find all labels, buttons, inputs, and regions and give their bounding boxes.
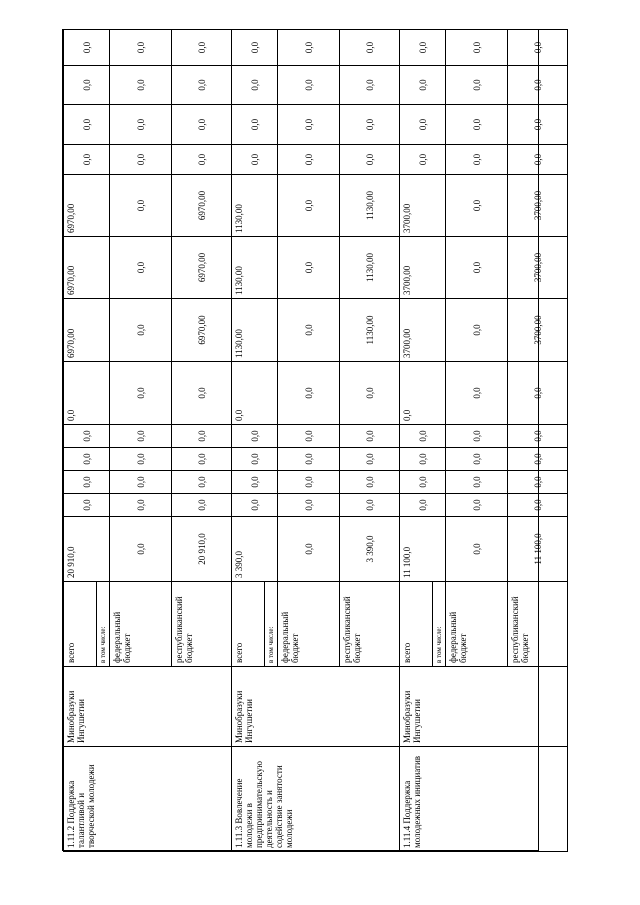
executor-cell: Минобразуки Ингушетии bbox=[400, 667, 568, 747]
year-value: 0,0 bbox=[340, 105, 400, 145]
year-value: 0,0 bbox=[508, 471, 568, 494]
cost-value: 3700,00 bbox=[400, 175, 446, 237]
year-value: 0,0 bbox=[278, 30, 340, 66]
year-value: 0,0 bbox=[64, 425, 110, 448]
year-value: 0,0 bbox=[172, 448, 232, 471]
year-value: 0,0 bbox=[446, 425, 508, 448]
year-value: 0,0 bbox=[110, 448, 172, 471]
cost-value: 0,0 bbox=[110, 362, 172, 425]
total-amount: 11 100,0 bbox=[400, 517, 446, 582]
year-value: 0,0 bbox=[508, 105, 568, 145]
year-value: 0,0 bbox=[232, 145, 278, 175]
table-row bbox=[400, 30, 433, 852]
year-value: 0,0 bbox=[232, 494, 278, 517]
cost-value: 3700,00 bbox=[508, 299, 568, 362]
year-value: 0,0 bbox=[400, 448, 446, 471]
cost-value: 3700,00 bbox=[400, 237, 446, 299]
funding-source-label: всего bbox=[232, 582, 265, 667]
funding-source-label: федеральный бюджет bbox=[446, 582, 508, 667]
year-value: 0,0 bbox=[278, 145, 340, 175]
cost-value: 0,0 bbox=[446, 362, 508, 425]
cost-value: 6970,00 bbox=[64, 175, 110, 237]
year-value: 0,0 bbox=[340, 494, 400, 517]
year-value: 0,0 bbox=[64, 471, 110, 494]
year-value: 0,0 bbox=[340, 30, 400, 66]
year-value: 0,0 bbox=[508, 425, 568, 448]
cost-value: 0,0 bbox=[508, 362, 568, 425]
funding-source-label: всего bbox=[64, 582, 97, 667]
year-value: 0,0 bbox=[110, 145, 172, 175]
year-value: 0,0 bbox=[278, 105, 340, 145]
cost-value: 0,0 bbox=[446, 237, 508, 299]
year-value: 0,0 bbox=[232, 105, 278, 145]
cost-value: 1130,00 bbox=[232, 299, 278, 362]
year-value: 0,0 bbox=[278, 66, 340, 105]
cost-value: 3700,00 bbox=[508, 175, 568, 237]
total-amount: 20 910,0 bbox=[172, 517, 232, 582]
year-value: 0,0 bbox=[400, 425, 446, 448]
year-value: 0,0 bbox=[400, 30, 446, 66]
cost-value: 3700,00 bbox=[508, 237, 568, 299]
year-value: 0,0 bbox=[232, 471, 278, 494]
year-value: 0,0 bbox=[232, 66, 278, 105]
total-amount: 3 390,0 bbox=[340, 517, 400, 582]
funding-source-label: федеральный бюджет bbox=[110, 582, 172, 667]
year-value: 0,0 bbox=[340, 66, 400, 105]
cost-value: 0,0 bbox=[278, 175, 340, 237]
funding-source-label: республиканский бюджет bbox=[340, 582, 400, 667]
total-amount: 11 100,0 bbox=[508, 517, 568, 582]
year-value: 0,0 bbox=[508, 30, 568, 66]
total-amount: 0,0 bbox=[110, 517, 172, 582]
year-value: 0,0 bbox=[278, 471, 340, 494]
cost-value: 1130,00 bbox=[232, 237, 278, 299]
year-value: 0,0 bbox=[232, 425, 278, 448]
funding-source-label: в том числе: bbox=[97, 582, 110, 667]
cost-value: 6970,00 bbox=[64, 237, 110, 299]
cost-value: 0,0 bbox=[110, 175, 172, 237]
year-value: 0,0 bbox=[172, 66, 232, 105]
year-value: 0,0 bbox=[64, 448, 110, 471]
cost-value: 1130,00 bbox=[340, 299, 400, 362]
rotated-document-page bbox=[62, 29, 543, 851]
year-value: 0,0 bbox=[508, 145, 568, 175]
cost-value: 0,0 bbox=[278, 237, 340, 299]
total-amount: 3 390,0 bbox=[232, 517, 278, 582]
year-value: 0,0 bbox=[172, 494, 232, 517]
year-value: 0,0 bbox=[340, 425, 400, 448]
measure-code-name: 1.11.2 Поддержка талантливой и творческой молодежи bbox=[64, 747, 232, 852]
cost-value: 0,0 bbox=[400, 362, 446, 425]
year-value: 0,0 bbox=[400, 471, 446, 494]
year-value: 0,0 bbox=[278, 425, 340, 448]
financing-table bbox=[63, 29, 568, 852]
year-value: 0,0 bbox=[110, 30, 172, 66]
measure-code-name: 1.11.3 Вовлечение молодежи в предпринимательскую деятельность и содействие занятости молодежи bbox=[232, 747, 400, 852]
year-value: 0,0 bbox=[340, 145, 400, 175]
cost-value: 6970,00 bbox=[172, 237, 232, 299]
year-value: 0,0 bbox=[110, 494, 172, 517]
year-value: 0,0 bbox=[508, 66, 568, 105]
total-amount: 0,0 bbox=[446, 517, 508, 582]
executor-cell: Минобразуки Ингушетии bbox=[232, 667, 400, 747]
year-value: 0,0 bbox=[232, 30, 278, 66]
cost-value: 0,0 bbox=[110, 237, 172, 299]
measure-code-name: 1.11.4 Поддержка молодежных инициатив bbox=[400, 747, 568, 852]
cost-value: 0,0 bbox=[232, 362, 278, 425]
cost-value: 0,0 bbox=[340, 362, 400, 425]
cost-value: 1130,00 bbox=[340, 175, 400, 237]
cost-value: 0,0 bbox=[446, 299, 508, 362]
year-value: 0,0 bbox=[110, 66, 172, 105]
year-value: 0,0 bbox=[508, 448, 568, 471]
year-value: 0,0 bbox=[400, 145, 446, 175]
table-row bbox=[64, 30, 97, 852]
year-value: 0,0 bbox=[446, 448, 508, 471]
year-value: 0,0 bbox=[446, 494, 508, 517]
funding-source-label: всего bbox=[400, 582, 433, 667]
year-value: 0,0 bbox=[64, 66, 110, 105]
year-value: 0,0 bbox=[278, 494, 340, 517]
year-value: 0,0 bbox=[446, 66, 508, 105]
year-value: 0,0 bbox=[172, 30, 232, 66]
year-value: 0,0 bbox=[172, 425, 232, 448]
year-value: 0,0 bbox=[110, 425, 172, 448]
year-value: 0,0 bbox=[232, 448, 278, 471]
cost-value: 0,0 bbox=[446, 175, 508, 237]
funding-source-label: в том числе: bbox=[265, 582, 278, 667]
cost-value: 6970,00 bbox=[64, 299, 110, 362]
cost-value: 1130,00 bbox=[232, 175, 278, 237]
year-value: 0,0 bbox=[446, 105, 508, 145]
cost-value: 6970,00 bbox=[172, 299, 232, 362]
landscape-table-wrapper bbox=[63, 30, 543, 852]
year-value: 0,0 bbox=[172, 145, 232, 175]
year-value: 0,0 bbox=[64, 105, 110, 145]
year-value: 0,0 bbox=[400, 494, 446, 517]
executor-cell: Минобразуки Ингушетии bbox=[64, 667, 232, 747]
cost-value: 0,0 bbox=[64, 362, 110, 425]
cost-value: 1130,00 bbox=[340, 237, 400, 299]
table-row bbox=[232, 30, 265, 852]
year-value: 0,0 bbox=[340, 448, 400, 471]
year-value: 0,0 bbox=[400, 66, 446, 105]
total-amount: 20 910,0 bbox=[64, 517, 110, 582]
total-amount: 0,0 bbox=[278, 517, 340, 582]
cost-value: 0,0 bbox=[278, 362, 340, 425]
year-value: 0,0 bbox=[340, 471, 400, 494]
year-value: 0,0 bbox=[64, 30, 110, 66]
cost-value: 3700,00 bbox=[400, 299, 446, 362]
table-body bbox=[64, 30, 568, 852]
year-value: 0,0 bbox=[446, 145, 508, 175]
funding-source-label: республиканский бюджет bbox=[508, 582, 568, 667]
year-value: 0,0 bbox=[64, 145, 110, 175]
funding-source-label: республиканский бюджет bbox=[172, 582, 232, 667]
year-value: 0,0 bbox=[110, 471, 172, 494]
funding-source-label: федеральный бюджет bbox=[278, 582, 340, 667]
cost-value: 0,0 bbox=[110, 299, 172, 362]
year-value: 0,0 bbox=[278, 448, 340, 471]
year-value: 0,0 bbox=[400, 105, 446, 145]
cost-value: 0,0 bbox=[172, 362, 232, 425]
funding-source-label: в том числе: bbox=[433, 582, 446, 667]
year-value: 0,0 bbox=[446, 30, 508, 66]
year-value: 0,0 bbox=[446, 471, 508, 494]
year-value: 0,0 bbox=[172, 105, 232, 145]
year-value: 0,0 bbox=[172, 471, 232, 494]
year-value: 0,0 bbox=[110, 105, 172, 145]
cost-value: 6970,00 bbox=[172, 175, 232, 237]
cost-value: 0,0 bbox=[278, 299, 340, 362]
year-value: 0,0 bbox=[64, 494, 110, 517]
year-value: 0,0 bbox=[508, 494, 568, 517]
